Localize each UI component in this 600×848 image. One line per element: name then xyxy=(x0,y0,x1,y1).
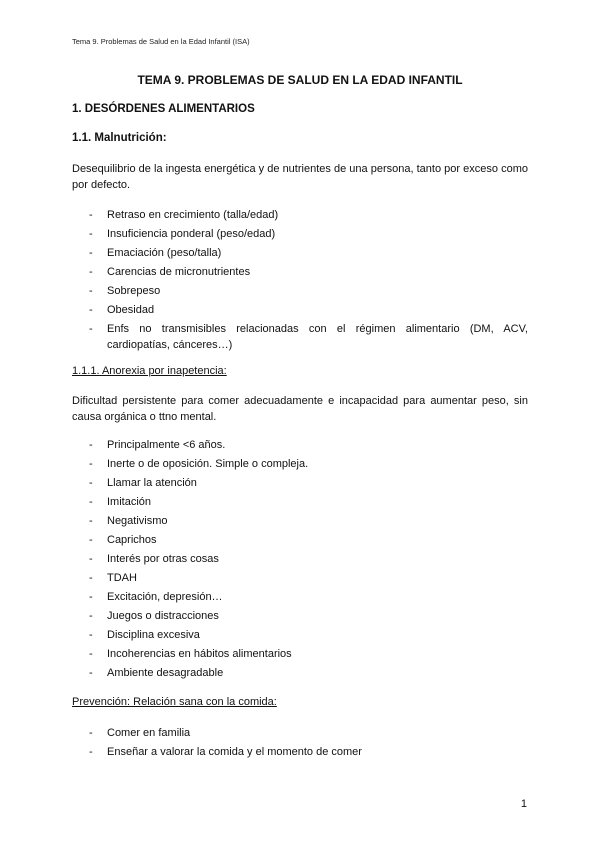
malnutricion-list xyxy=(72,207,528,356)
list-item xyxy=(72,513,528,529)
list-item xyxy=(72,283,528,299)
list-item-text: Sobrepeso xyxy=(107,285,161,297)
page-number: 1 xyxy=(520,798,527,810)
list-item xyxy=(72,494,528,510)
list-item xyxy=(72,627,528,643)
list-item xyxy=(72,570,528,586)
dash-bullet: - xyxy=(89,534,93,546)
dash-bullet: - xyxy=(89,667,93,679)
dash-bullet: - xyxy=(89,209,93,221)
list-item-text: Interés por otras cosas xyxy=(107,553,219,565)
dash-bullet: - xyxy=(89,439,93,451)
list-item-text: Carencias de micronutrientes xyxy=(107,266,251,278)
list-item-text: Ambiente desagradable xyxy=(107,667,224,679)
list-item-text: Llamar la atención xyxy=(107,477,197,489)
list-item xyxy=(72,551,528,567)
list-item-text: Obesidad xyxy=(107,304,155,316)
anorexia-list xyxy=(72,437,528,684)
list-item xyxy=(72,532,528,548)
dash-bullet: - xyxy=(89,591,93,603)
dash-bullet: - xyxy=(89,323,93,335)
list-item-text: Enfs no transmisibles relacionadas con el régimen alimentario (DM, ACV, cardiopatías, cánceres…) xyxy=(107,323,528,351)
subsection-heading-anorexia: 1.1.1. Anorexia por inapetencia: xyxy=(72,365,227,377)
dash-bullet: - xyxy=(89,496,93,508)
list-item-text: Disciplina excesiva xyxy=(107,629,200,641)
list-item xyxy=(72,302,528,318)
dash-bullet: - xyxy=(89,266,93,278)
list-item-text: Enseñar a valorar la comida y el momento de comer xyxy=(107,746,362,758)
running-header: Tema 9. Problemas de Salud en la Edad Infantil (ISA) xyxy=(72,37,250,46)
list-item-text: Excitación, depresión… xyxy=(107,591,223,603)
list-item-text: Juegos o distracciones xyxy=(107,610,219,622)
list-item-text: Emaciación (peso/talla) xyxy=(107,247,222,259)
list-item-text: TDAH xyxy=(107,572,137,584)
list-item-text: Insuficiencia ponderal (peso/edad) xyxy=(107,228,276,240)
list-item xyxy=(72,744,528,760)
list-item xyxy=(72,475,528,491)
dash-bullet: - xyxy=(89,572,93,584)
list-item-text: Inerte o de oposición. Simple o compleja. xyxy=(107,458,309,470)
dash-bullet: - xyxy=(89,228,93,240)
list-item xyxy=(72,456,528,472)
dash-bullet: - xyxy=(89,629,93,641)
list-item xyxy=(72,725,528,741)
list-item xyxy=(72,589,528,605)
dash-bullet: - xyxy=(89,285,93,297)
list-item xyxy=(72,646,528,662)
dash-bullet: - xyxy=(89,247,93,259)
list-item xyxy=(72,437,528,453)
malnutricion-paragraph: Desequilibrio de la ingesta energética y de nutrientes de una persona, tanto por exceso como por defecto. xyxy=(72,163,528,191)
list-item-text: Incoherencias en hábitos alimentarios xyxy=(107,648,292,660)
anorexia-paragraph: Dificultad persistente para comer adecuadamente e incapacidad para aumentar peso, sin causa orgánica o ttno mental. xyxy=(72,395,528,423)
list-item xyxy=(72,264,528,280)
dash-bullet: - xyxy=(89,304,93,316)
list-item-text: Comer en familia xyxy=(107,727,191,739)
document-title: TEMA 9. PROBLEMAS DE SALUD EN LA EDAD INFANTIL xyxy=(137,73,463,87)
list-item-text: Caprichos xyxy=(107,534,157,546)
list-item xyxy=(72,245,528,261)
list-item-text: Retraso en crecimiento (talla/edad) xyxy=(107,209,279,221)
section-heading-desordenes: 1. DESÓRDENES ALIMENTARIOS xyxy=(72,103,255,115)
list-item-text: Negativismo xyxy=(107,515,168,527)
dash-bullet: - xyxy=(89,477,93,489)
dash-bullet: - xyxy=(89,553,93,565)
subsection-heading-malnutricion: 1.1. Malnutrición: xyxy=(72,132,167,144)
list-item xyxy=(72,321,528,353)
dash-bullet: - xyxy=(89,610,93,622)
dash-bullet: - xyxy=(89,648,93,660)
list-item xyxy=(72,665,528,681)
prevention-heading: Prevención: Relación sana con la comida: xyxy=(72,696,277,708)
list-item xyxy=(72,608,528,624)
prevention-list xyxy=(72,725,528,763)
dash-bullet: - xyxy=(89,515,93,527)
list-item xyxy=(72,207,528,223)
dash-bullet: - xyxy=(89,458,93,470)
list-item-text: Principalmente <6 años. xyxy=(107,439,226,451)
dash-bullet: - xyxy=(89,746,93,758)
list-item-text: Imitación xyxy=(107,496,152,508)
list-item xyxy=(72,226,528,242)
dash-bullet: - xyxy=(89,727,93,739)
